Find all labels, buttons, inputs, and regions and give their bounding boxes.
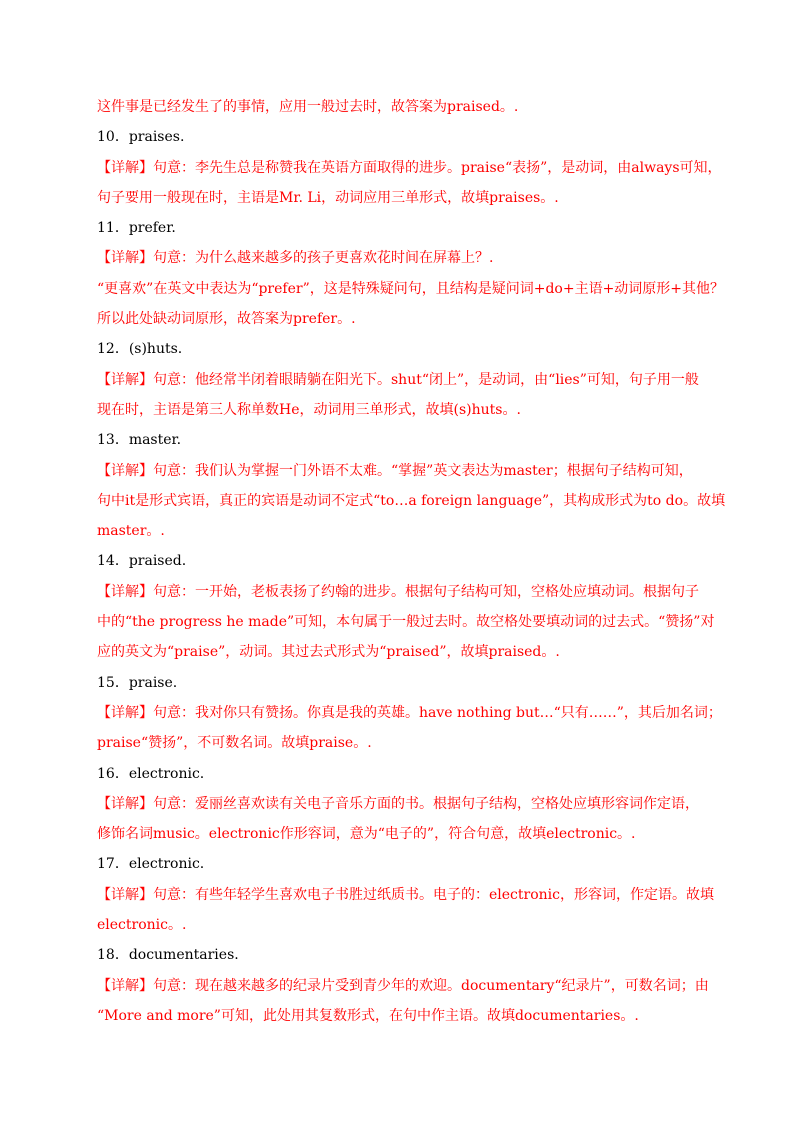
explanation-line: “更喜欢”在英文中表达为“prefer”，这是特殊疑问句，且结构是疑问词+do+主语+动词原形+其他？	[97, 280, 725, 297]
answer-item	[97, 668, 722, 759]
explanation-line: 【详解】句意：我们认为掌握一门外语不太难。“掌握”英文表达为master；根据句子结构可知，	[97, 462, 693, 479]
explanation-line: 句子要用一般现在时，主语是Mr. Li，动词应用三单形式，故填praises。.	[97, 189, 559, 206]
explanation-line: “More and more”可知，此处用其复数形式，在句中作主语。故填documentaries。.	[97, 1007, 639, 1024]
answer-item	[97, 334, 709, 425]
explanation-line: 【详解】句意：爱丽丝喜欢读有关电子音乐方面的书。根据句子结构，空格处应填形容词作定语，	[97, 795, 699, 812]
explanation-line: 【详解】句意：为什么越来越多的孩子更喜欢花时间在屏幕上？.	[97, 250, 494, 267]
answer-number: 18．documentaries.	[97, 947, 239, 964]
explanation-line: 所以此处缺动词原形，故答案为prefer。.	[97, 311, 356, 328]
answer-item	[97, 759, 709, 850]
explanation-line: 句中it是形式宾语，真正的宾语是动词不定式“to…a foreign language”，其构成形式为to do。故填	[97, 492, 726, 509]
explanation-line: 【详解】句意：有些年轻学生喜欢电子书胜过纸质书。电子的：electronic，形容词，作定语。故填	[97, 886, 714, 903]
explanation-line: 【详解】句意：李先生总是称赞我在英语方面取得的进步。praise“表扬”，是动词，由always可知，	[97, 159, 722, 176]
answer-item	[97, 940, 709, 1031]
explanation-line: electronic。.	[97, 917, 187, 934]
answer-number: 17．electronic.	[97, 856, 205, 873]
answer-items	[97, 122, 726, 1031]
explanation-line: 修饰名词music。electronic作形容词，意为“电子的”，符合句意，故填electronic。.	[97, 826, 636, 843]
answer-item	[97, 849, 714, 940]
answer-item	[97, 425, 726, 546]
explanation-line: praise“赞扬”，不可数名词。故填praise。.	[97, 735, 372, 752]
answer-item	[97, 546, 715, 667]
answer-number: 15．praise.	[97, 674, 178, 691]
answer-number: 14．praised.	[97, 553, 187, 570]
explanation-line: 应的英文为“praise”，动词。其过去式形式为“praised”，故填praised。.	[97, 644, 560, 661]
answer-item	[97, 122, 722, 213]
answer-number: 13．master.	[97, 432, 182, 449]
answer-number: 10．praises.	[97, 129, 185, 146]
intro-line: 这件事是已经发生了的事情，应用一般过去时，故答案为praised。.	[97, 99, 519, 115]
explanation-line: 【详解】句意：他经常半闭着眼睛躺在阳光下。shut“闭上”，是动词，由“lies”可知，句子用一般	[97, 371, 699, 388]
answer-explanations	[97, 92, 726, 1031]
answer-item	[97, 213, 725, 334]
explanation-line: 【详解】句意：我对你只有赞扬。你真是我的英雄。have nothing but…“只有……”，其后加名词；	[97, 704, 722, 721]
answer-number: 11．prefer.	[97, 220, 176, 237]
explanation-line: 【详解】句意：一开始，老板表扬了约翰的进步。根据句子结构可知，空格处应填动词。根据句子	[97, 583, 699, 600]
answer-number: 12．(s)huts.	[97, 341, 183, 358]
explanation-line: master。.	[97, 523, 165, 540]
answer-number: 16．electronic.	[97, 765, 205, 782]
explanation-line: 现在时，主语是第三人称单数He，动词用三单形式，故填(s)huts。.	[97, 401, 521, 418]
explanation-line: 【详解】句意：现在越来越多的纪录片受到青少年的欢迎。documentary“纪录片”，可数名词；由	[97, 977, 709, 994]
explanation-line: 中的“the progress he made”可知，本句属于一般过去时。故空格处要填动词的过去式。“赞扬”对	[97, 614, 715, 631]
